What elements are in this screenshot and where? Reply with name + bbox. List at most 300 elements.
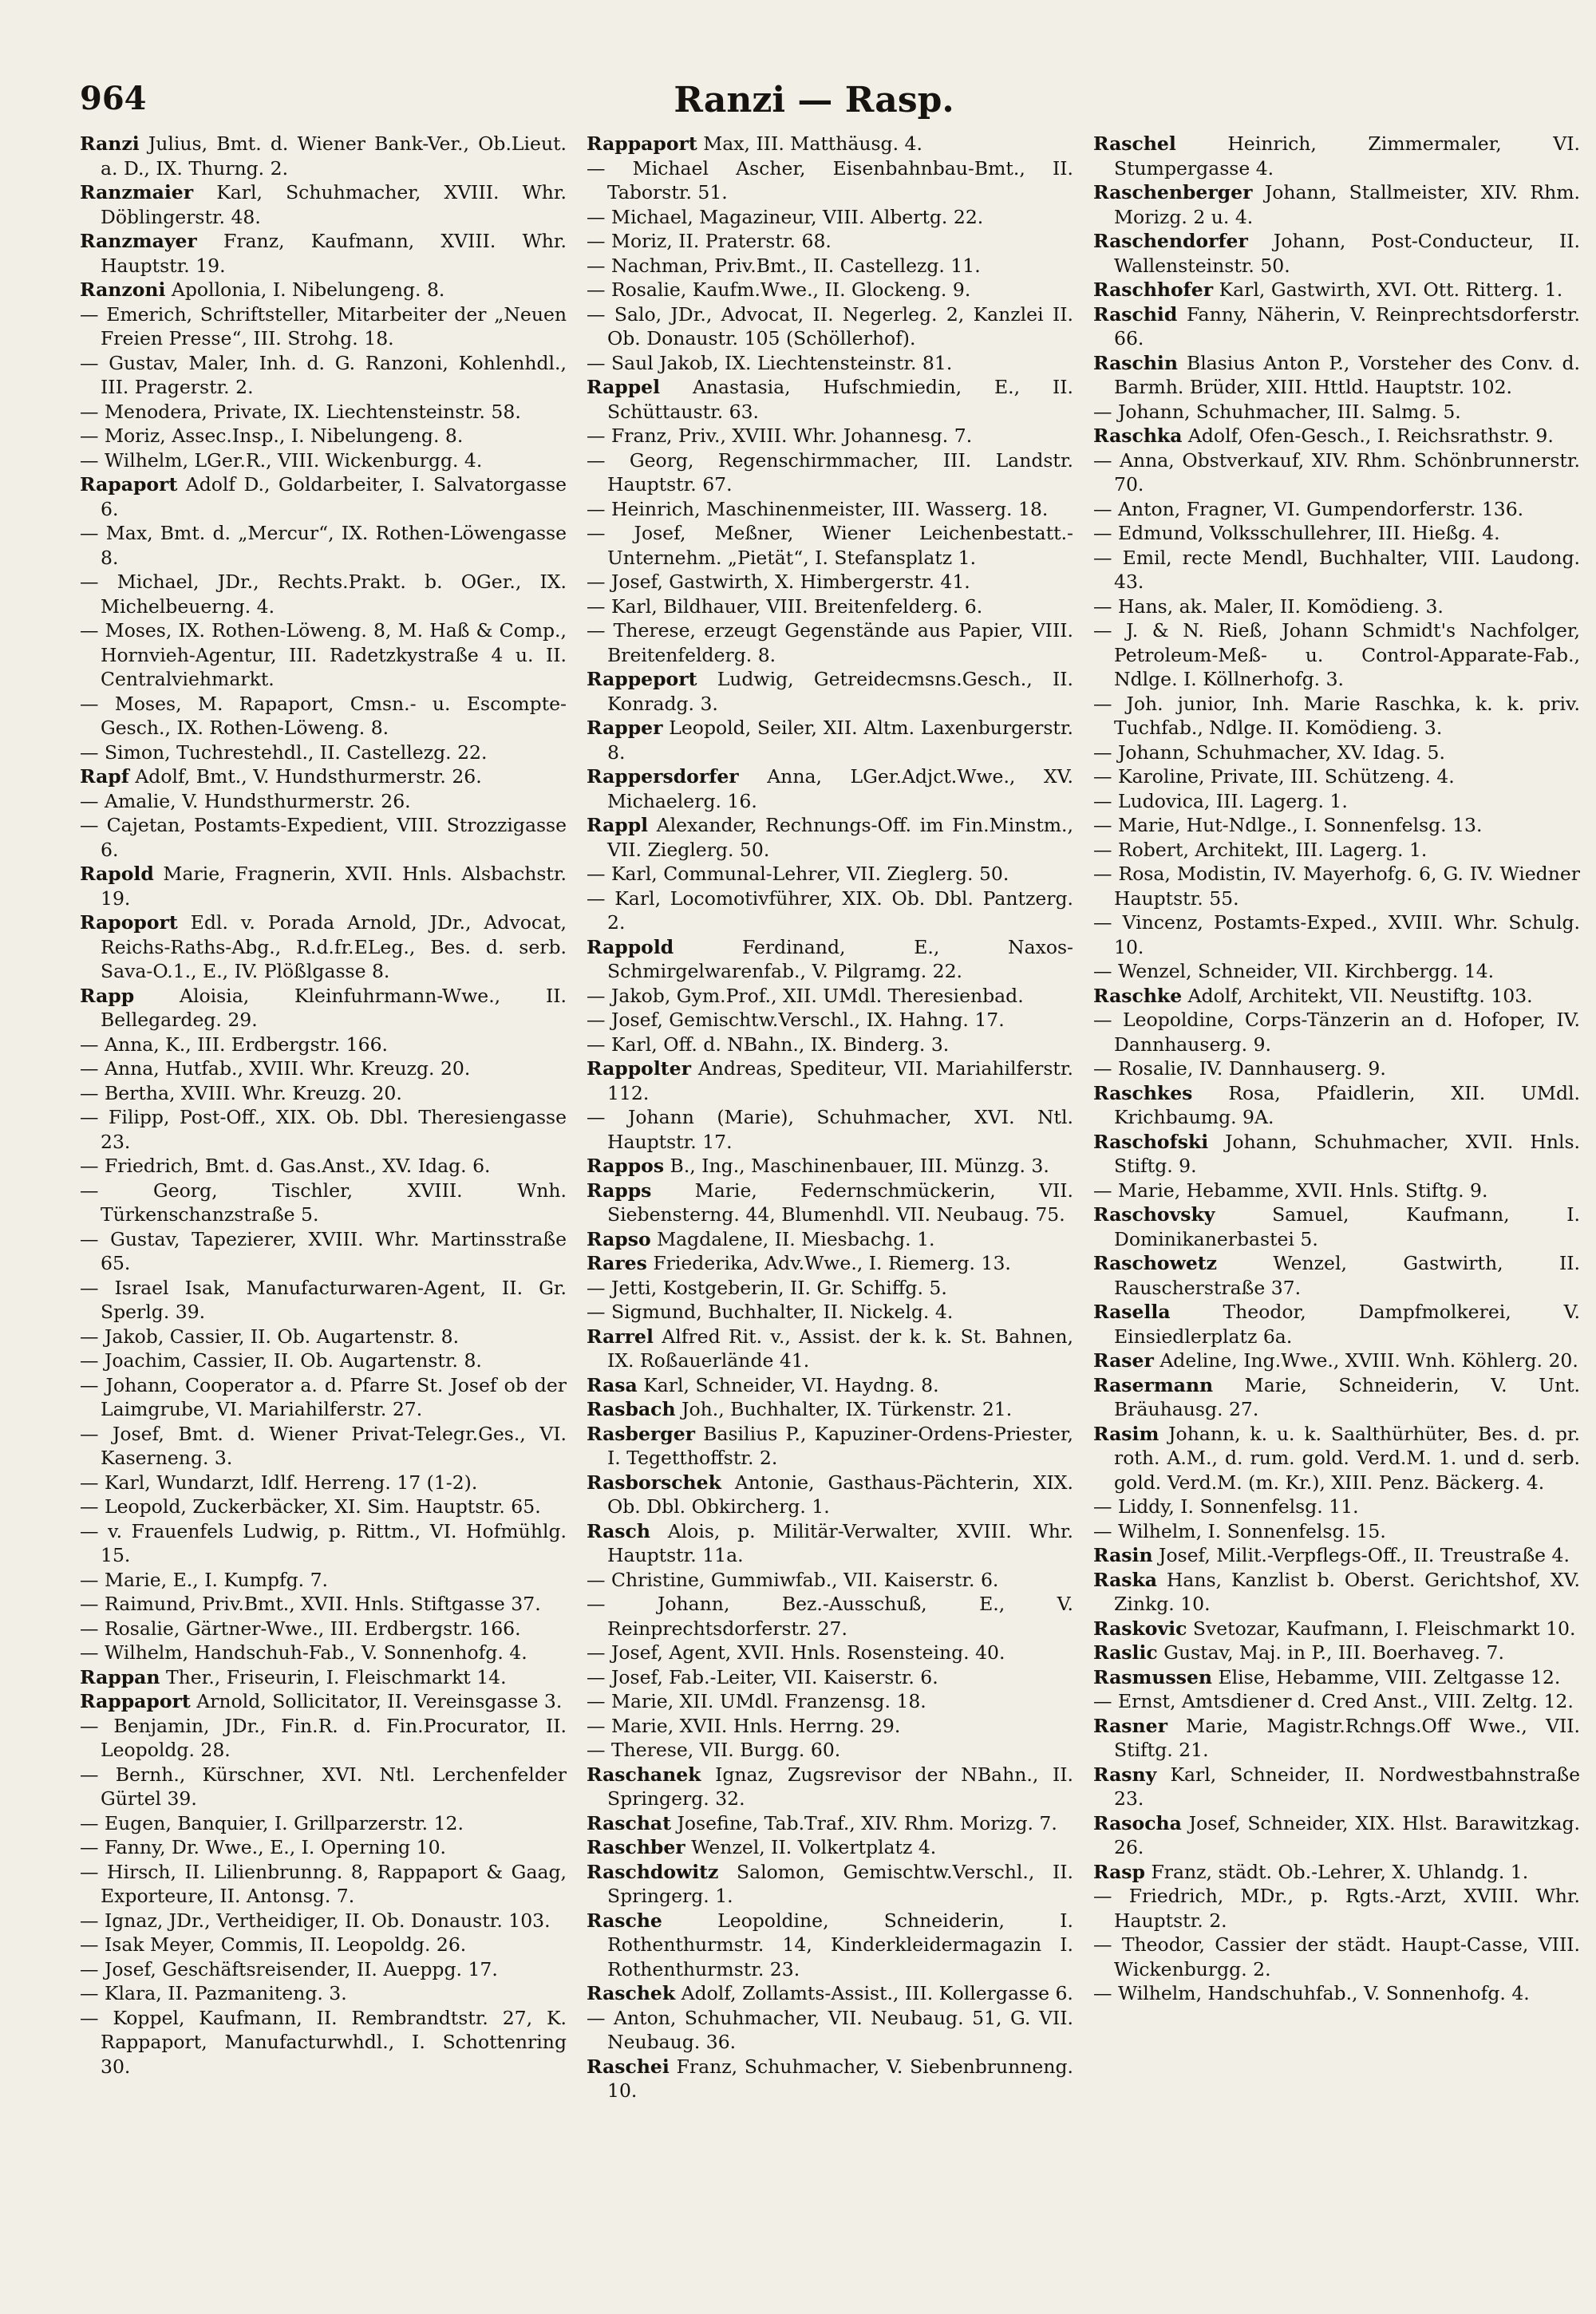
directory-entry — [1093, 1811, 1580, 1860]
directory-entry — [1093, 1349, 1580, 1373]
entry-text: — Marie, XVII. Hnls. Herrng. 29. — [587, 1714, 901, 1737]
entry-surname: Rapold — [80, 863, 154, 885]
entry-text: — Wenzel, Schneider, VII. Kirchbergg. 14. — [1093, 960, 1495, 982]
entry-text: Adolf D., Goldarbeiter, I. Salvatorgasse 6. — [101, 473, 567, 520]
entry-text: — Moses, IX. Rothen-Löweng. 8, M. Haß & Comp., Hornvieh-Agentur, III. Radetzkystraße 4 u. II. Centralviehmarkt. — [80, 619, 567, 690]
directory-entry — [587, 618, 1073, 667]
entry-text: Ignaz, Zugsrevisor der NBahn., II. Springerg. 32. — [607, 1763, 1073, 1810]
entry-text: — Simon, Tuchrestehdl., II. Castellezg. 22. — [80, 740, 488, 764]
directory-entry — [587, 935, 1073, 984]
entry-text: — Gustav, Maler, Inh. d. G. Ranzoni, Kohlenhdl., III. Pragerstr. 2. — [80, 351, 567, 398]
entry-text: — Benjamin, JDr., Fin.R. d. Fin.Procurator, II. Leopoldg. 28. — [80, 1714, 567, 1761]
directory-entry — [587, 1008, 1073, 1033]
directory-entry — [1093, 1373, 1580, 1422]
entry-surname: Rappaport — [80, 1690, 191, 1712]
entry-text: — Josef, Agent, XVII. Hnls. Rosensteing. 40. — [587, 1641, 1005, 1664]
entry-text: — Theodor, Cassier der städt. Haupt-Casse, VIII. Wickenburgg. 2. — [1093, 1933, 1580, 1980]
directory-entry — [1093, 1689, 1580, 1714]
directory-entry — [587, 278, 1073, 302]
directory-entry — [587, 2055, 1073, 2103]
directory-entry — [1093, 1665, 1580, 1690]
entry-surname: Rappold — [587, 935, 674, 958]
directory-entry — [80, 1325, 567, 1349]
entry-surname: Rasella — [1093, 1301, 1171, 1323]
directory-entry — [1093, 1008, 1580, 1056]
directory-entry — [80, 521, 567, 570]
directory-entry — [587, 1811, 1073, 1836]
directory-entry — [80, 1349, 567, 1373]
entry-text: — Christine, Gummiwfab., VII. Kaiserstr. 6. — [587, 1568, 999, 1591]
entry-text: Josef, Milit.-Verpflegs-Off., II. Treustraße 4. — [1152, 1544, 1570, 1566]
directory-entry — [587, 497, 1073, 522]
directory-entry — [587, 1860, 1073, 1909]
directory-entry — [587, 1276, 1073, 1301]
directory-entry — [80, 764, 567, 789]
directory-entry — [80, 1641, 567, 1665]
directory-entry — [587, 205, 1073, 230]
entry-surname: Raschovsky — [1093, 1203, 1215, 1226]
entry-surname: Rapps — [587, 1179, 652, 1202]
directory-entry — [80, 813, 567, 862]
entry-text: Fanny, Näherin, V. Reinprechtsdorferstr. 66. — [1114, 302, 1580, 349]
directory-entry — [1093, 1202, 1580, 1251]
directory-entry — [1093, 180, 1580, 229]
column-3 — [1093, 132, 1580, 2286]
directory-entry — [80, 1422, 567, 1471]
entry-text: — Bernh., Kürschner, XVI. Ntl. Lerchenfelder Gürtel 39. — [80, 1763, 567, 1810]
directory-entry — [587, 862, 1073, 887]
directory-entry — [587, 254, 1073, 278]
entry-text: — Anton, Fragner, VI. Gumpendorferstr. 136. — [1093, 497, 1524, 520]
entry-text: — Johann, Bez.-Ausschuß, E., V. Reinprechtsdorferstr. 27. — [587, 1593, 1073, 1640]
entry-text: — Karl, Off. d. NBahn., IX. Binderg. 3. — [587, 1033, 950, 1056]
directory-entry — [80, 1568, 567, 1593]
directory-entry — [80, 1519, 567, 1568]
directory-entry — [80, 570, 567, 618]
entry-surname: Rappersdorfer — [587, 765, 739, 788]
entry-text: Basilius P., Kapuziner-Ordens-Priester, I. Tegetthoffstr. 2. — [607, 1422, 1073, 1469]
directory-entry — [587, 1689, 1073, 1714]
directory-entry — [80, 302, 567, 351]
entry-text: — Josef, Bmt. d. Wiener Privat-Telegr.Ges., VI. Kaserneng. 3. — [80, 1422, 567, 1469]
directory-entry — [1093, 132, 1580, 180]
entry-text: — Anton, Schuhmacher, VII. Neubaug. 51, G. VII. Neubaug. 36. — [587, 2006, 1073, 2053]
entry-text: — Johann (Marie), Schuhmacher, XVI. Ntl. Hauptstr. 17. — [587, 1106, 1073, 1153]
entry-surname: Raschei — [587, 2055, 670, 2078]
entry-surname: Raschka — [1093, 424, 1183, 447]
directory-entry — [80, 789, 567, 814]
directory-entry — [1093, 1495, 1580, 1519]
entry-text: Edl. v. Porada Arnold, JDr., Advocat, Reichs-Raths-Abg., R.d.fr.ELeg., Bes. d. serb. Sava-O.1., E., IV. Plößlgasse 8. — [101, 911, 567, 982]
directory-entry — [587, 1714, 1073, 1739]
entry-text: Andreas, Spediteur, VII. Mariahilferstr. 112. — [607, 1057, 1073, 1104]
entry-text: — Joachim, Cassier, II. Ob. Augartenstr. 8. — [80, 1349, 482, 1372]
entry-surname: Raschanek — [587, 1763, 701, 1786]
directory-entry — [1093, 1300, 1580, 1349]
directory-entry — [1093, 1641, 1580, 1665]
entry-text: Arnold, Sollicitator, II. Vereinsgasse 3. — [190, 1690, 563, 1712]
directory-entry — [80, 1592, 567, 1617]
entry-text: — Gustav, Tapezierer, XVIII. Whr. Martinsstraße 65. — [80, 1227, 567, 1274]
directory-entry — [587, 1397, 1073, 1422]
entry-text: — Josef, Geschäftsreisender, II. Aueppg. 17. — [80, 1957, 498, 1980]
entry-surname: Rappeport — [587, 668, 697, 690]
entry-text: — Koppel, Kaufmann, II. Rembrandtstr. 27, K. Rappaport, Manufacturwhdl., I. Schottenring 30. — [80, 2006, 567, 2078]
directory-entry — [587, 594, 1073, 619]
entry-text: Elise, Hebamme, VIII. Zeltgasse 12. — [1211, 1665, 1561, 1688]
entry-surname: Raschdowitz — [587, 1860, 719, 1883]
directory-entry — [80, 229, 567, 278]
entry-surname: Rares — [587, 1252, 647, 1274]
entry-text: — Therese, VII. Burgg. 60. — [587, 1739, 841, 1761]
directory-entry — [80, 1957, 567, 1982]
entry-surname: Raschenberger — [1093, 181, 1253, 203]
entry-text: Magdalene, II. Miesbachg. 1. — [650, 1227, 935, 1250]
directory-entry — [1093, 1056, 1580, 1081]
directory-entry — [587, 1373, 1073, 1398]
entry-surname: Rasborschek — [587, 1471, 721, 1494]
directory-entry — [587, 570, 1073, 594]
entry-surname: Raslic — [1093, 1641, 1158, 1664]
directory-entry — [1093, 1714, 1580, 1763]
entry-text: — Wilhelm, Handschuh-Fab., V. Sonnenhofg. 4. — [80, 1641, 527, 1664]
directory-entry — [587, 667, 1073, 716]
entry-surname: Rapf — [80, 765, 129, 788]
entry-text: — Georg, Tischler, XVIII. Wnh. Türkenschanzstraße 5. — [80, 1179, 567, 1226]
entry-text: — Marie, Hebamme, XVII. Hnls. Stiftg. 9. — [1093, 1179, 1488, 1202]
directory-entry — [587, 448, 1073, 497]
directory-entry — [80, 1105, 567, 1154]
directory-entry — [1093, 1860, 1580, 1885]
entry-text: — Michael, Magazineur, VIII. Albertg. 22. — [587, 205, 984, 228]
entry-surname: Raskovic — [1093, 1617, 1187, 1640]
entry-surname: Rasim — [1093, 1422, 1159, 1445]
entry-text: — Vincenz, Postamts-Exped., XVIII. Whr. Schulg. 10. — [1093, 911, 1580, 958]
entry-surname: Raschid — [1093, 302, 1178, 326]
entry-text: — Cajetan, Postamts-Expedient, VIII. Strozzigasse 6. — [80, 814, 567, 861]
entry-text: — Filipp, Post-Off., XIX. Ob. Dbl. Theresiengasse 23. — [80, 1106, 567, 1153]
entry-text: — Jakob, Cassier, II. Ob. Augartenstr. 8. — [80, 1325, 460, 1348]
entry-text: Friederika, Adv.Wwe., I. Riemerg. 13. — [646, 1252, 1011, 1274]
directory-entry — [80, 132, 567, 180]
entry-text: B., Ing., Maschinenbauer, III. Münzg. 3. — [664, 1155, 1049, 1177]
entry-text: — Josef, Gastwirth, X. Himbergerstr. 41. — [587, 571, 970, 593]
entry-text: Wenzel, II. Volkertplatz 4. — [685, 1836, 937, 1858]
entry-text: Aloisia, Kleinfuhrmann-Wwe., II. Bellegardeg. 29. — [101, 984, 567, 1031]
entry-text: Alfred Rit. v., Assist. der k. k. St. Bahnen, IX. Roßauerlände 41. — [607, 1325, 1073, 1372]
entry-text: — Leopold, Zuckerbäcker, XI. Sim. Hauptstr. 65. — [80, 1495, 541, 1518]
entry-text: — Michael Ascher, Eisenbahnbau-Bmt., II. Taborstr. 51. — [587, 156, 1073, 203]
entry-text: — Georg, Regenschirmmacher, III. Landstr. Hauptstr. 67. — [587, 448, 1073, 496]
directory-entry — [587, 1835, 1073, 1860]
directory-entry — [80, 2006, 567, 2079]
entry-text: Alois, p. Militär-Verwalter, XVIII. Whr. Hauptstr. 11a. — [607, 1519, 1073, 1566]
directory-entry — [80, 448, 567, 473]
directory-entry — [1093, 1081, 1580, 1130]
directory-entry — [80, 1495, 567, 1519]
columns — [80, 132, 1580, 2286]
entry-text: Antonie, Gasthaus-Pächterin, XIX. Ob. Dbl. Obkircherg. 1. — [607, 1471, 1073, 1518]
directory-entry — [587, 1909, 1073, 1982]
directory-entry — [587, 1592, 1073, 1641]
directory-entry — [1093, 229, 1580, 278]
entry-surname: Rappolter — [587, 1057, 691, 1080]
directory-entry — [80, 862, 567, 910]
entry-text: Rosa, Pfaidlerin, XII. UMdl. Krichbaumg. 9A. — [1114, 1081, 1580, 1128]
directory-entry — [80, 1835, 567, 1860]
entry-text: Johann, Post-Conducteur, II. Wallensteinstr. 50. — [1114, 230, 1580, 277]
entry-text: — Rosalie, Kaufm.Wwe., II. Glockeng. 9. — [587, 278, 971, 301]
entry-surname: Rasche — [587, 1909, 662, 1932]
entry-text: — Hans, ak. Maler, II. Komödieng. 3. — [1093, 594, 1444, 618]
entry-text: Svetozar, Kaufmann, I. Fleischmarkt 10. — [1187, 1617, 1576, 1640]
entry-text: — Robert, Architekt, III. Lagerg. 1. — [1093, 838, 1428, 861]
directory-entry — [587, 302, 1073, 351]
directory-entry — [587, 764, 1073, 813]
entry-text: Karl, Schuhmacher, XVIII. Whr. Döblingerstr. 48. — [101, 181, 567, 228]
entry-surname: Raschel — [1093, 132, 1176, 155]
directory-entry — [80, 1154, 567, 1179]
entry-text: — Karl, Communal-Lehrer, VII. Zieglerg. 50. — [587, 863, 1009, 885]
entry-text: — Rosalie, IV. Dannhauserg. 9. — [1093, 1057, 1386, 1080]
entry-text: — Edmund, Volksschullehrer, III. Hießg. 4. — [1093, 522, 1500, 544]
entry-text: Leopoldine, Schneiderin, I. Rothenthurmstr. 14, Kinderkleidermagazin I. Rothenthurmstr. 23. — [607, 1909, 1073, 1980]
directory-entry — [587, 132, 1073, 156]
entry-text: — Wilhelm, LGer.R., VIII. Wickenburgg. 4. — [80, 448, 483, 472]
entry-surname: Raska — [1093, 1568, 1158, 1591]
directory-entry — [1093, 1763, 1580, 1811]
entry-text: Gustav, Maj. in P., III. Boerhaveg. 7. — [1157, 1641, 1504, 1664]
entry-text: — Marie, Hut-Ndlge., I. Sonnenfelsg. 13. — [1093, 814, 1483, 836]
directory-entry — [1093, 546, 1580, 594]
entry-surname: Rasocha — [1093, 1811, 1182, 1834]
entry-text: — Franz, Priv., XVIII. Whr. Johannesg. 7. — [587, 424, 973, 447]
directory-entry — [80, 1617, 567, 1641]
entry-text: — Ignaz, JDr., Vertheidiger, II. Ob. Donaustr. 103. — [80, 1909, 551, 1932]
entry-text: Marie, Federnschmückerin, VII. Siebensterng. 44, Blumenhdl. VII. Neubaug. 75. — [607, 1179, 1073, 1226]
directory-entry — [587, 1763, 1073, 1811]
entry-text: — Josef, Meßner, Wiener Leichenbestatt.-Unternehm. „Pietät“, I. Stefansplatz 1. — [587, 522, 1073, 569]
entry-surname: Raschhofer — [1093, 278, 1214, 301]
entry-text: Ther., Friseurin, I. Fleischmarkt 14. — [160, 1665, 507, 1688]
entry-surname: Raschek — [587, 1982, 676, 2004]
entry-text: — Saul Jakob, IX. Liechtensteinstr. 81. — [587, 351, 953, 374]
directory-entry — [80, 740, 567, 765]
entry-surname: Raschin — [1093, 351, 1178, 374]
entry-text: — Friedrich, Bmt. d. Gas.Anst., XV. Idag. 6. — [80, 1155, 491, 1177]
directory-entry — [80, 1033, 567, 1057]
entry-text: — Salo, JDr., Advocat, II. Negerleg. 2, Kanzlei II. Ob. Donaustr. 105 (Schöllerhof). — [587, 302, 1073, 349]
entry-surname: Rapper — [587, 717, 663, 739]
directory-entry — [1093, 1981, 1580, 2006]
entry-text: Johann, Schuhmacher, XVII. Hnls. Stiftg. 9. — [1114, 1130, 1580, 1177]
entry-text: Samuel, Kaufmann, I. Dominikanerbastei 5. — [1114, 1203, 1580, 1250]
directory-entry — [80, 910, 567, 984]
directory-entry — [80, 984, 567, 1033]
entry-text: — v. Frauenfels Ludwig, p. Rittm., VI. Hofmühlg. 15. — [80, 1519, 567, 1566]
entry-text: — Rosa, Modistin, IV. Mayerhofg. 6, G. IV. Wiedner Hauptstr. 55. — [1093, 863, 1580, 910]
entry-surname: Rasp — [1093, 1860, 1145, 1883]
entry-text: Adolf, Bmt., V. Hundsthurmerstr. 26. — [128, 765, 482, 788]
entry-text: — Karl, Locomotivführer, XIX. Ob. Dbl. Pantzerg. 2. — [587, 887, 1073, 934]
entry-surname: Ranzi — [80, 132, 140, 155]
entry-surname: Rasberger — [587, 1422, 696, 1445]
directory-entry — [80, 400, 567, 424]
entry-surname: Rasmussen — [1093, 1665, 1212, 1688]
directory-entry — [80, 1276, 567, 1325]
directory-entry — [587, 1105, 1073, 1154]
directory-entry — [1093, 910, 1580, 959]
directory-entry — [80, 1714, 567, 1763]
entry-text: — Eugen, Banquier, I. Grillparzerstr. 12. — [80, 1811, 464, 1834]
directory-entry — [80, 1909, 567, 1933]
directory-entry — [587, 375, 1073, 424]
directory-entry — [80, 278, 567, 302]
entry-text: Alexander, Rechnungs-Off. im Fin.Minstm., VII. Zieglerg. 50. — [607, 814, 1073, 861]
directory-entry — [587, 813, 1073, 862]
entry-surname: Raschendorfer — [1093, 230, 1248, 252]
directory-entry — [1093, 1543, 1580, 1568]
entry-text: — Michael, JDr., Rechts.Prakt. b. OGer., IX. Michelbeuerng. 4. — [80, 571, 567, 618]
entry-text: — Moses, M. Rapaport, Cmsn.- u. Escompte-Gesch., IX. Rothen-Löweng. 8. — [80, 692, 567, 739]
directory-entry — [80, 180, 567, 229]
entry-text: — Joh. junior, Inh. Marie Raschka, k. k. priv. Tuchfab., Ndlge. II. Komödieng. 3. — [1093, 692, 1580, 739]
entry-text: Karl, Schneider, VI. Haydng. 8. — [637, 1373, 939, 1396]
directory-entry — [1093, 862, 1580, 910]
entry-text: Johann, k. u. k. Saalthürhüter, Bes. d. pr. roth. A.M., d. rum. gold. Verd.M. 1. und d. serb. gold. Verd.M. (m. Kr.), XIII. Penz. Bäckerg. 4. — [1114, 1422, 1580, 1494]
directory-entry — [587, 1251, 1073, 1276]
entry-text: Blasius Anton P., Vorsteher des Conv. d. Barmh. Brüder, XIII. Httld. Hauptstr. 102. — [1114, 351, 1580, 398]
directory-entry — [1093, 1884, 1580, 1933]
entry-text: Adolf, Architekt, VII. Neustiftg. 103. — [1182, 984, 1533, 1007]
entry-text: — Fanny, Dr. Wwe., E., I. Operning 10. — [80, 1836, 446, 1858]
directory-entry — [587, 716, 1073, 764]
entry-text: — Ludovica, III. Lagerg. 1. — [1093, 789, 1348, 812]
directory-entry — [80, 1763, 567, 1811]
entry-text: Anna, LGer.Adjct.Wwe., XV. Michaelerg. 16. — [607, 765, 1073, 812]
entry-text: — Karl, Wundarzt, Idlf. Herreng. 17 (1-2). — [80, 1471, 478, 1494]
directory-entry — [1093, 1519, 1580, 1544]
entry-surname: Rasin — [1093, 1544, 1153, 1566]
directory-entry — [587, 1056, 1073, 1105]
directory-entry — [587, 2006, 1073, 2055]
directory-entry — [80, 472, 567, 521]
entry-text: — Anna, Obstverkauf, XIV. Rhm. Schönbrunnerstr. 70. — [1093, 448, 1580, 496]
entry-text: Adeline, Ing.Wwe., XVIII. Wnh. Köhlerg. 20. — [1153, 1349, 1578, 1372]
directory-entry — [80, 1056, 567, 1081]
directory-entry — [587, 1227, 1073, 1252]
directory-entry — [1093, 400, 1580, 424]
entry-text: Marie, Fragnerin, XVII. Hnls. Alsbachstr. 19. — [101, 863, 567, 910]
entry-text: Franz, Schuhmacher, V. Siebenbrunneng. 10. — [607, 2055, 1073, 2102]
directory-entry — [587, 1568, 1073, 1593]
directory-entry — [587, 351, 1073, 376]
entry-surname: Raschat — [587, 1811, 672, 1834]
column-1 — [80, 132, 567, 2286]
entry-surname: Raschowetz — [1093, 1252, 1217, 1274]
entry-text: — Friedrich, MDr., p. Rgts.-Arzt, XVIII. Whr. Hauptstr. 2. — [1093, 1885, 1580, 1932]
entry-text: Ferdinand, E., Naxos-Schmirgelwarenfab., V. Pilgramg. 22. — [607, 935, 1073, 982]
entry-text: — J. & N. Rieß, Johann Schmidt's Nachfolger, Petroleum-Meß- u. Control-Apparate-Fab., Ndlge. I. Köllnerhofg. 3. — [1093, 619, 1580, 690]
entry-text: — Israel Isak, Manufacturwaren-Agent, II. Gr. Sperlg. 39. — [80, 1276, 567, 1323]
directory-entry — [1093, 1130, 1580, 1179]
directory-entry — [587, 1471, 1073, 1519]
entry-text: — Johann, Schuhmacher, XV. Idag. 5. — [1093, 740, 1445, 764]
entry-text: Karl, Schneider, II. Nordwestbahnstraße 23. — [1114, 1763, 1580, 1810]
entry-text: — Raimund, Priv.Bmt., XVII. Hnls. Stiftgasse 37. — [80, 1593, 541, 1615]
entry-text: — Marie, E., I. Kumpfg. 7. — [80, 1568, 329, 1591]
directory-entry — [587, 984, 1073, 1009]
entry-text: — Josef, Gemischtw.Verschl., IX. Hahng. 17. — [587, 1009, 1005, 1031]
entry-text: Adolf, Zollamts-Assist., III. Kollergasse 6. — [675, 1982, 1073, 2004]
directory-entry — [587, 1422, 1073, 1471]
directory-entry — [80, 1227, 567, 1276]
entry-text: Marie, Magistr.Rchngs.Off Wwe., VII. Stiftg. 21. — [1114, 1714, 1580, 1761]
entry-text: — Emerich, Schriftsteller, Mitarbeiter der „Neuen Freien Presse“, III. Strohg. 18. — [80, 302, 567, 349]
entry-text: Karl, Gastwirth, XVI. Ott. Ritterg. 1. — [1213, 278, 1563, 301]
directory-entry — [587, 1641, 1073, 1665]
entry-text: Marie, Schneiderin, V. Unt. Bräuhausg. 27. — [1114, 1373, 1580, 1420]
entry-surname: Rappos — [587, 1155, 665, 1177]
directory-entry — [1093, 1617, 1580, 1641]
entry-text: Johann, Stallmeister, XIV. Rhm. Morizg. 2 u. 4. — [1114, 181, 1580, 228]
entry-surname: Rappel — [587, 376, 661, 398]
entry-text: — Marie, XII. UMdl. Franzensg. 18. — [587, 1690, 926, 1712]
entry-surname: Raschber — [587, 1836, 685, 1858]
entry-text: — Klara, II. Pazmaniteng. 3. — [80, 1982, 347, 2004]
entry-surname: Ranzoni — [80, 278, 166, 301]
entry-surname: Rarrel — [587, 1325, 654, 1348]
entry-text: — Therese, erzeugt Gegenstände aus Papier, VIII. Breitenfelderg. 8. — [587, 619, 1073, 666]
entry-text: — Hirsch, II. Lilienbrunng. 8, Rappaport & Gaag, Exporteure, II. Antonsg. 7. — [80, 1860, 567, 1907]
entry-text: Heinrich, Zimmermaler, VI. Stumpergasse 4. — [1114, 132, 1580, 180]
entry-text: Josefine, Tab.Traf., XIV. Rhm. Morizg. 7. — [671, 1811, 1057, 1834]
entry-text: Theodor, Dampfmolkerei, V. Einsiedlerplatz 6a. — [1114, 1301, 1580, 1348]
directory-entry — [80, 351, 567, 400]
directory-entry — [587, 1179, 1073, 1227]
entry-text: Josef, Schneider, XIX. Hlst. Barawitzkag. 26. — [1114, 1811, 1580, 1858]
directory-entry — [1093, 838, 1580, 863]
directory-entry — [1093, 278, 1580, 302]
directory-entry — [80, 618, 567, 692]
entry-surname: Raschofski — [1093, 1130, 1209, 1153]
entry-text: Anastasia, Hufschmiedin, E., II. Schüttaustr. 63. — [607, 376, 1073, 423]
directory-entry — [1093, 351, 1580, 400]
entry-text: — Jetti, Kostgeberin, II. Gr. Schiffg. 5. — [587, 1276, 947, 1299]
entry-text: Ludwig, Getreidecmsns.Gesch., II. Konradg. 3. — [607, 668, 1073, 715]
entry-text: Apollonia, I. Nibelungeng. 8. — [165, 278, 445, 301]
entry-text: — Bertha, XVIII. Whr. Kreuzg. 20. — [80, 1081, 402, 1104]
directory-entry — [80, 1081, 567, 1106]
directory-entry — [1093, 448, 1580, 497]
directory-entry — [587, 887, 1073, 935]
directory-entry — [587, 1665, 1073, 1690]
directory-entry — [587, 1154, 1073, 1179]
entry-text: — Liddy, I. Sonnenfelsg. 11. — [1093, 1495, 1359, 1518]
directory-entry — [587, 1325, 1073, 1373]
entry-text: — Isak Meyer, Commis, II. Leopoldg. 26. — [80, 1933, 467, 1956]
directory-entry — [80, 1860, 567, 1909]
directory-entry — [587, 1519, 1073, 1568]
directory-entry — [80, 1689, 567, 1714]
entry-text: — Wilhelm, I. Sonnenfelsg. 15. — [1093, 1519, 1386, 1542]
entry-surname: Raser — [1093, 1349, 1154, 1372]
entry-surname: Rappaport — [587, 132, 697, 155]
entry-text: Wenzel, Gastwirth, II. Rauscherstraße 37. — [1114, 1252, 1580, 1299]
directory-entry — [1093, 789, 1580, 814]
entry-text: Max, III. Matthäusg. 4. — [697, 132, 922, 155]
entry-surname: Rasermann — [1093, 1373, 1214, 1396]
